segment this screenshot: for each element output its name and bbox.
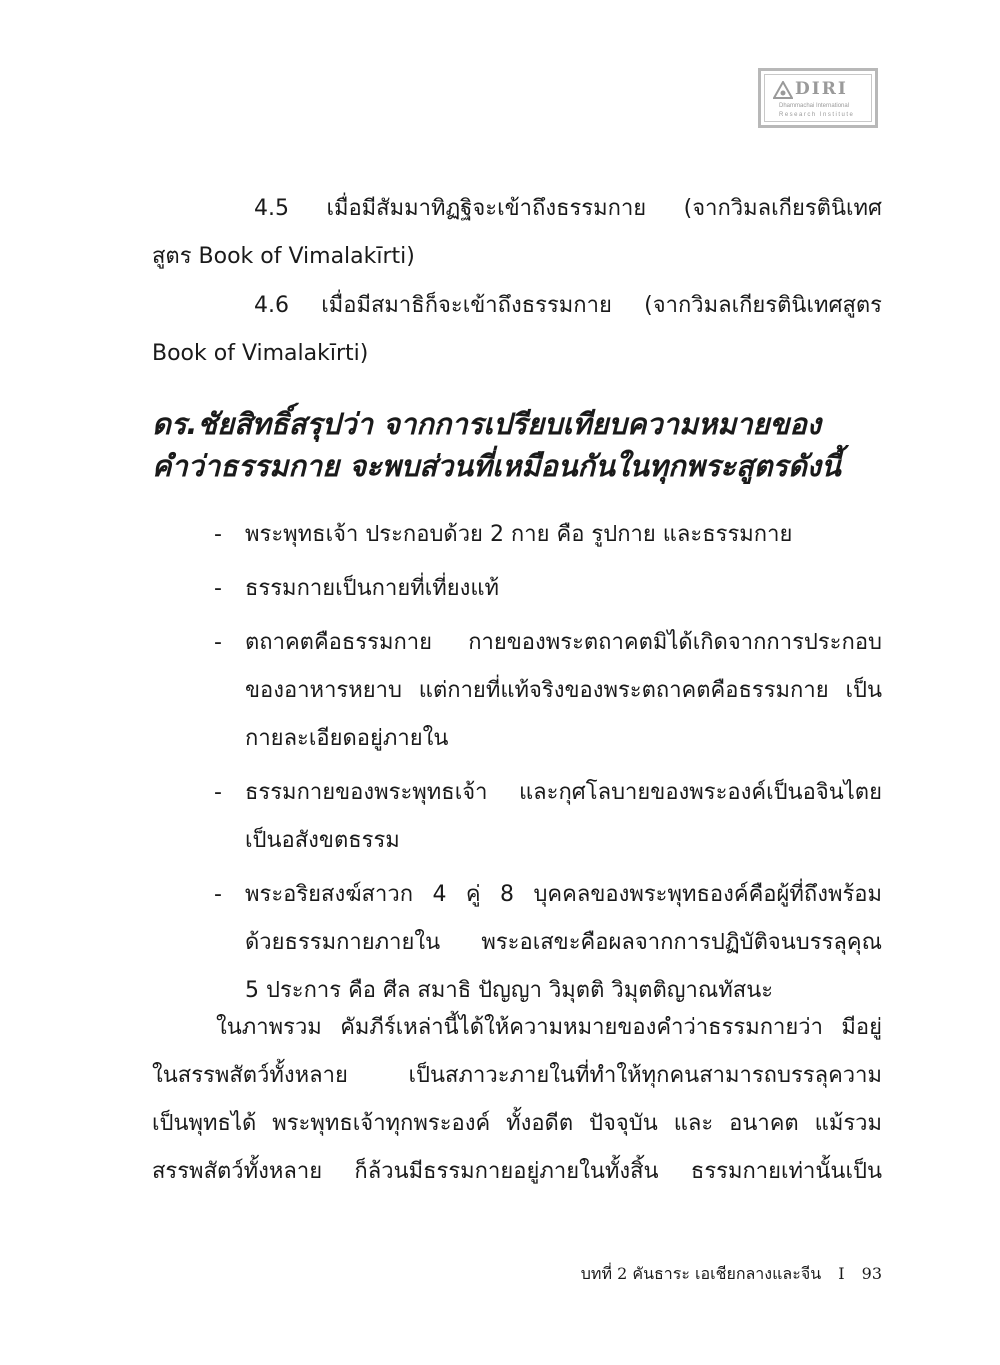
bullet-line: ด้วยธรรมกายภายใน พระอเสขะคือผลจากการปฏิบัติจนบรรลุคุณ [245,930,882,955]
bullet-dash: - [214,630,222,655]
summary-line-3: เป็นพุทธได้ พระพุทธเจ้าทุกพระองค์ ทั้งอดีต ปัจจุบัน และ อนาคต แม้รวม [152,1111,882,1136]
item-4-6 [152,282,882,378]
bullet-line: 5 ประการ คือ ศีล สมาธิ ปัญญา วิมุตติ วิมุตติญาณทัสนะ [245,978,774,1003]
chapter-title: บทที่ 2 คันธาระ เอเชียกลางและจีน [580,1264,822,1283]
item-4-5-line-1: 4.5 เมื่อมีสัมมาทิฏฐิจะเข้าถึงธรรมกาย (จากวิมลเกียรตินิเทศ [254,196,882,221]
item-4-5 [152,185,882,281]
triangle-emblem-icon [773,81,793,99]
bullet-line: ตถาคตคือธรรมกาย กายของพระตถาคตมิได้เกิดจากการประกอบ [245,630,882,655]
item-4-6-line-2: Book of Vimalakīrti) [152,341,369,366]
bullet-dash: - [214,576,222,601]
bullet-item [214,769,882,865]
bullet-line: พระพุทธเจ้า ประกอบด้วย 2 กาย คือ รูปกาย และธรรมกาย [245,522,793,547]
bullet-item [214,511,882,559]
bullet-dash: - [214,780,222,805]
bullet-line: ธรรมกายเป็นกายที่เที่ยงแท้ [245,576,500,601]
bullet-line: เป็นอสังขตธรรม [245,828,400,853]
logo-subtitle-2: Research Institute [779,112,855,118]
summary-bullet-list [214,511,882,1021]
page-number: 93 [861,1264,882,1283]
bullet-item [214,619,882,763]
page-footer [581,1262,882,1287]
summary-line-4: สรรพสัตว์ทั้งหลาย ก็ล้วนมีธรรมกายอยู่ภายในทั้งสิ้น ธรรมกายเท่านั้นเป็น [152,1159,882,1184]
bullet-line: ของอาหารหยาบ แต่กายที่แท้จริงของพระตถาคตคือธรรมกาย เป็น [245,678,882,703]
summary-line-2: ในสรรพสัตว์ทั้งหลาย เป็นสภาวะภายในที่ทำให้ทุกคนสามารถบรรลุความ [152,1063,882,1088]
footer-separator: I [838,1264,845,1283]
bullet-dash: - [214,882,222,907]
heading-line-2: คำว่าธรรมกาย จะพบส่วนที่เหมือนกันในทุกพระสูตรดังนี้ [152,449,841,483]
summary-line-1: ในภาพรวม คัมภีร์เหล่านี้ได้ให้ความหมายของคำว่าธรรมกายว่า มีอยู่ [216,1015,882,1040]
logo-title: DIRI [795,79,848,99]
bullet-line: กายละเอียดอยู่ภายใน [245,726,449,751]
bullet-line: พระอริยสงฆ์สาวก 4 คู่ 8 บุคคลของพระพุทธองค์คือผู้ที่ถึงพร้อม [245,882,882,907]
item-4-5-line-2: สูตร Book of Vimalakīrti) [152,244,415,269]
bullet-item [214,871,882,1015]
item-4-6-line-1: 4.6 เมื่อมีสมาธิก็จะเข้าถึงธรรมกาย (จากวิมลเกียรตินิเทศสูตร [254,293,882,318]
logo-frame [764,74,872,122]
logo-subtitle-1: Dhammachai International [779,103,850,109]
bullet-dash: - [214,522,222,547]
bullet-line: ธรรมกายของพระพุทธเจ้า และกุศโลบายของพระองค์เป็นอจินไตย [245,780,882,805]
section-heading [152,403,882,487]
summary-paragraph [152,1004,882,1196]
heading-line-1: ดร.ชัยสิทธิ์สรุปว่า จากการเปรียบเทียบความหมายของ [152,407,821,441]
bullet-item [214,565,882,613]
diri-logo [758,68,878,128]
